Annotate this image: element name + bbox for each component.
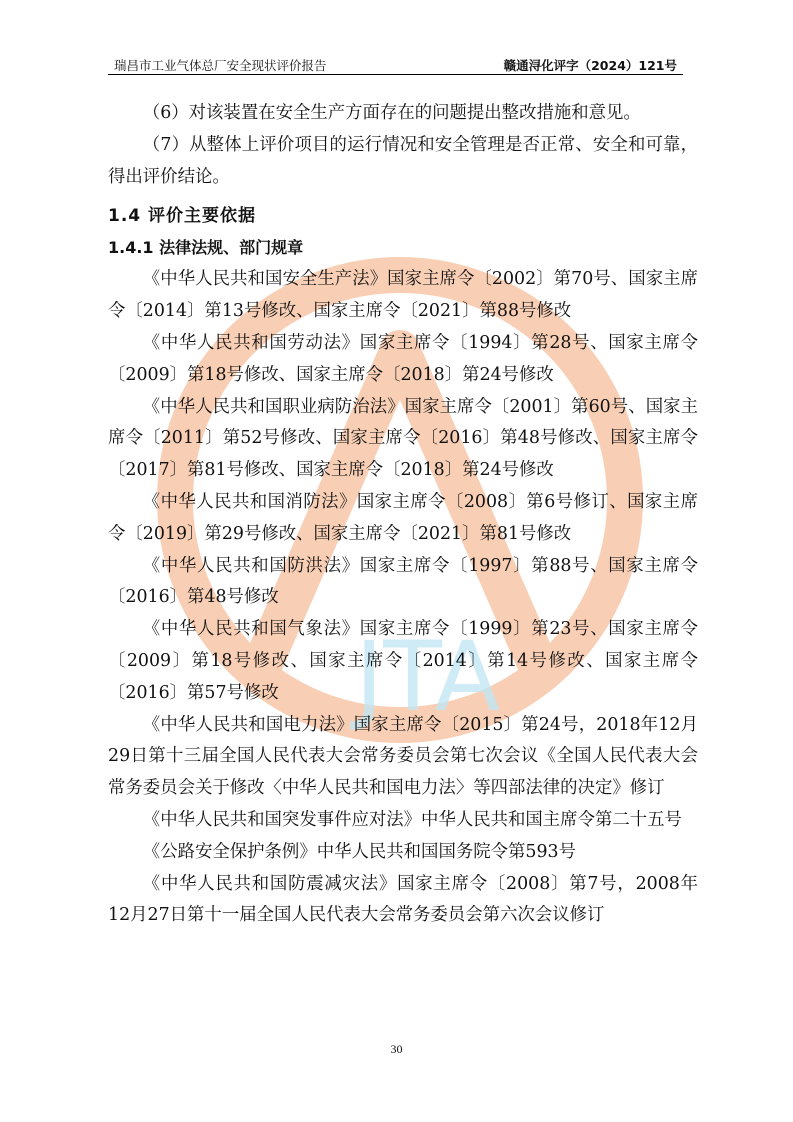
body-paragraph: （7）从整体上评价项目的运行情况和安全管理是否正常、安全和可靠，得出评价结论。	[108, 134, 698, 187]
header-report-title: 瑞昌市工业气体总厂安全现状评价报告	[114, 58, 327, 73]
body-paragraph: 《公路安全保护条例》中华人民共和国国务院令第593号	[142, 841, 576, 862]
body-paragraph: 《中华人民共和国防震减灾法》国家主席令〔2008〕第7号，2008年12月27日第十一届全国人民代表大会常务委员会第六次会议修订	[108, 873, 698, 926]
body-paragraph: 《中华人民共和国突发事件应对法》中华人民共和国主席令第二十五号	[142, 809, 682, 830]
body-paragraph: 《中华人民共和国劳动法》国家主席令〔1994〕第28号、国家主席令〔2009〕第18号修改、国家主席令〔2018〕第24号修改	[108, 332, 698, 385]
watermark-letters: JTA	[355, 621, 501, 733]
page-number: 30	[390, 1042, 403, 1056]
document-body	[108, 98, 698, 932]
body-paragraph: 《中华人民共和国防洪法》国家主席令〔1997〕第88号、国家主席令〔2016〕第48号修改	[108, 555, 698, 608]
section-heading: 1.4 评价主要依据	[108, 206, 257, 227]
subsection-heading: 1.4.1 法律法规、部门规章	[108, 238, 304, 258]
body-paragraph: 《中华人民共和国气象法》国家主席令〔1999〕第23号、国家主席令〔2009〕第18号修改、国家主席令〔2014〕第14号修改、国家主席令〔2016〕第57号修改	[108, 619, 698, 703]
body-paragraph: 《中华人民共和国电力法》国家主席令〔2015〕第24号，2018年12月29日第十三届全国人民代表大会常务委员会第七次会议《全国人民代表大会常务委员会关于修改〈中华人民共和国电力法〉等四部法律的决定》修订	[108, 714, 698, 799]
body-paragraph: （6）对该装置在安全生产方面存在的问题提出整改措施和意见。	[142, 103, 641, 123]
body-paragraph: 《中华人民共和国职业病防治法》国家主席令〔2001〕第60号、国家主席令〔2011〕第52号修改、国家主席令〔2016〕第48号修改、国家主席令〔2017〕第81号修改、国家主席令〔2018〕第24号修改	[108, 396, 698, 481]
body-paragraph: 《中华人民共和国消防法》国家主席令〔2008〕第6号修订、国家主席令〔2019〕第29号修改、国家主席令〔2021〕第81号修改	[108, 491, 698, 544]
header-document-number: 赣通浔化评字（2024）121号	[503, 58, 677, 73]
body-paragraph: 《中华人民共和国安全生产法》国家主席令〔2002〕第70号、国家主席令〔2014〕第13号修改、国家主席令〔2021〕第88号修改	[108, 269, 698, 322]
page-header	[108, 54, 683, 75]
